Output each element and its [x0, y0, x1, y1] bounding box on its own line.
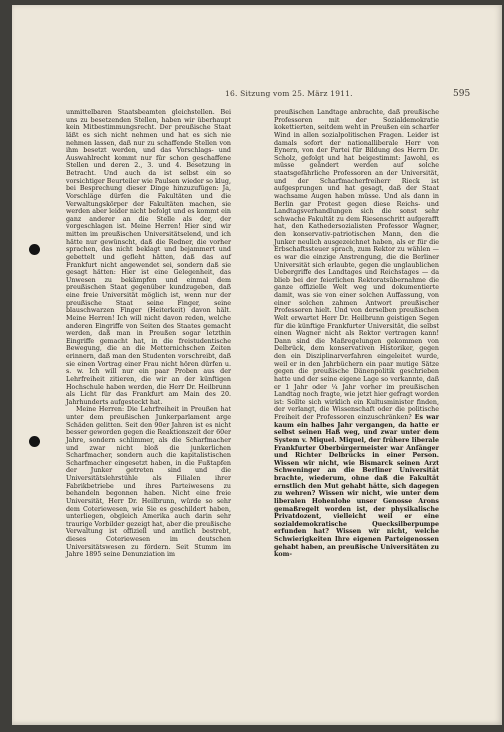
left-column	[66, 109, 231, 559]
right-paragraph	[274, 109, 439, 559]
document-page	[12, 5, 502, 725]
left-paragraph-2: Meine Herren: Die Lehrfreiheit in Preußen hat unter dem preußischen Junkerparlament arge Schäden gelitten. Seit den 90er Jahren ist es nicht besser geworden gegen die Reaktionszeit der 60er Jahre, sondern schlimmer, als die Scharfmacher und zwar nicht bloß die junkerlichen Scharfmacher, sondern auch die kapitalistischen Scharfmacher eingesetzt haben, in die Fußtapfen der Junker getreten sind und die Universitätslehrstühle als Filialen ihrer Fabrikbetriebe und ihres Parteiwesens zu behandeln begonnen haben. Nicht eine freie Universität, Herr Dr. Heilbrunn, würde so sehr dem Coteriewesen, wie Sie es geschildert haben, unterliegen, obgleich Amerika auch darin sehr traurige Vorbilder gezeigt hat, aber die preußische Verwaltung ist offiziell und amtlich bestrebt, dieses Coteriewesen im deutschen Universitätswesen zu fördern. Seit Stumm im Jahre 1895 seine Denunziation im	[66, 406, 231, 559]
right-column	[274, 109, 439, 559]
left-paragraph-1: unmittelbaren Staatsbeamten gleichstellen. Bei uns zu besetzenden Stellen, haben wir überhaupt kein Mitbestimmungsrecht. Der preußische Staat läßt es sich nicht nehmen und hat es sich nie nehmen lassen, daß nur zu schaffende Stellen von ihm besetzt werden, und das Vorschlags- und Auswahlrecht kommt nur für schon geschaffene Stellen und deren 2., 3. und 4. Besetzung in Betracht. Und auch da ist selbst ein so vorsichtiger Beurteiler wie Paulsen wieder so klug, bei Besprechung dieser Dinge hinzuzufügen: Ja, Vorschläge dürfen die Fakultäten und die Verwaltungskörper der Fakultäten machen, sie werden aber leider nicht befolgt und es kommt ein ganz anderer an die Stelle als der, der vorgeschlagen ist. Meine Herren! Hier sind wir mitten im preußischen Universitätselend, und ich hätte nur gewünscht, daß die Redner, die vorher sprachen, das nicht beklagt und bejammert und gebettelt und gefleht hätten, daß das auf Frankfurt nicht angewendet sei, sondern daß sie gesagt hätten: Hier ist eine Gelegenheit, das Unwesen zu bekämpfen und einmal dem preußischen Staat gegenüber kundzugeben, daß eine freie Universität möglich ist, wenn nur der preußische Staat seine Finger, seine blauschwarzen Finger (Heiterkeit) davon hält. Meine Herren! Ich will nicht davon reden, welche anderen Eingriffe von Seiten des Staates gemacht werden, daß man in Preußen sogar letzthin Eingriffe gemacht hat, in die freistudentische Bewegung, die an die Metternichschen Zeiten erinnern, daß man den Studenten vorschreibt, daß sie einen Vortrag einer Frau nicht hören dürfen u. s. w. Ich will nur ein paar Proben aus der Lehrfreiheit zitieren, die wir an der künftigen Hochschule haben werden, die Herr Dr. Heilbrunn als Licht für das Frankfurt am Main des 20. Jahrhunderts aufgesteckt hat.	[66, 109, 231, 406]
right-normal-text: preußischen Landtage anbrachte, daß preußische Professoren mit der Sozialdemokratie kokettierten, seitdem weht in Preußen ein scharfer Wind in allen sozialpolitischen Fragen. Leider ist damals sofort der nationalliberale Herr von Eynern, von der Partei für Bildung des Herrn Dr. Scholz, gefolgt und hat beigestimmt: Jawohl, es müsse geändert werden auf solche staatsgefährliche Professoren an der Universität, und der Scharfmacherfreiherr Rieck ist aufgesprungen und hat gesagt, daß der Staat wachsame Augen haben müsse. Und als dann in Berlin gar Protest gegen diese Reichs- und Landtagsverhandlungen sich die sonst sehr schwache Fakultät zu dem Riesenschritt aufgerafft hat, den Kathedersozialisten Professor Wagner, den konservativ-patriotischen Mann, den die Junker neulich ausgezeichnet haben, als er für die Erbschaftssteuer sprach, zum Rektor zu wählen — es war die einzige Anstrengung, die die Berliner Universität sich erlaubte, gegen die unglaublichen Uebergriffe des Landtages und Reichstages — da blieb bei der feierlichen Rektoratsübernahme die ganze offizielle Welt weg und dokumentierte damit, was sie von einer solchen Auffassung, von einer solchen zahmen Antwort preußischer Professoren hielt. Und von derselben preußischen Welt erwartet Herr Dr. Heilbrunn geistigen Segen für die künftige Frankfurter Universität, die selbst einen Wagner nicht als Rektor vertragen kann! Dann sind die Maßregelungen gekommen von Delbrück, dem konservativen Historiker, gegen den ein Disziplinarverfahren eingeleitet wurde, weil er in den Jahrbüchern ein paar mutige Sätze gegen die preußische Dänenpolitik geschrieben hatte und der seine eigene Lage so verkannte, daß er 1 Jahr oder ¼ Jahr vorher im preußischen Landtag noch fragte, wie jetzt hier gefragt worden ist: Sollte sich wirklich ein Kultusminister finden, der verlangt, die Wissenschaft oder die politische Freiheit der Professoren einzuschränken?	[274, 109, 439, 421]
punch-hole	[29, 244, 40, 255]
right-bold-text: Es war kaum ein halbes Jahr vergangen, da hatte er selbst seinen Haß weg, und zwar unter dem System v. Miquel. Miquel, der frühere liberale Frankfurter Oberbürgermeister war Anfänger und Richter Delbrücks in einer Person. Wissen wir nicht, wie Bismarck seinen Arzt Schweninger an die Berliner Universität brachte, wiederum, ohne daß die Fakultät ernstlich den Mut gehabt hätte, sich dagegen zu wehren? Wissen wir nicht, wie unter dem liberalen Hohenlohe unser Genosse Arons gemaßregelt worden ist, der physikalische Privatdozent, vielleicht weil er eine sozialdemokratische Quecksilberpumpe erfunden hat? Wissen wir nicht, welche Schwierigkeiten Ihre eigenen Parteigenossen gehabt haben, an preußische Universitäten zu kom-	[274, 414, 439, 559]
page-number: 595	[453, 89, 471, 99]
punch-hole	[29, 436, 40, 447]
session-title: 16. Sitzung vom 25. März 1911.	[225, 89, 353, 98]
page-header	[12, 89, 502, 99]
